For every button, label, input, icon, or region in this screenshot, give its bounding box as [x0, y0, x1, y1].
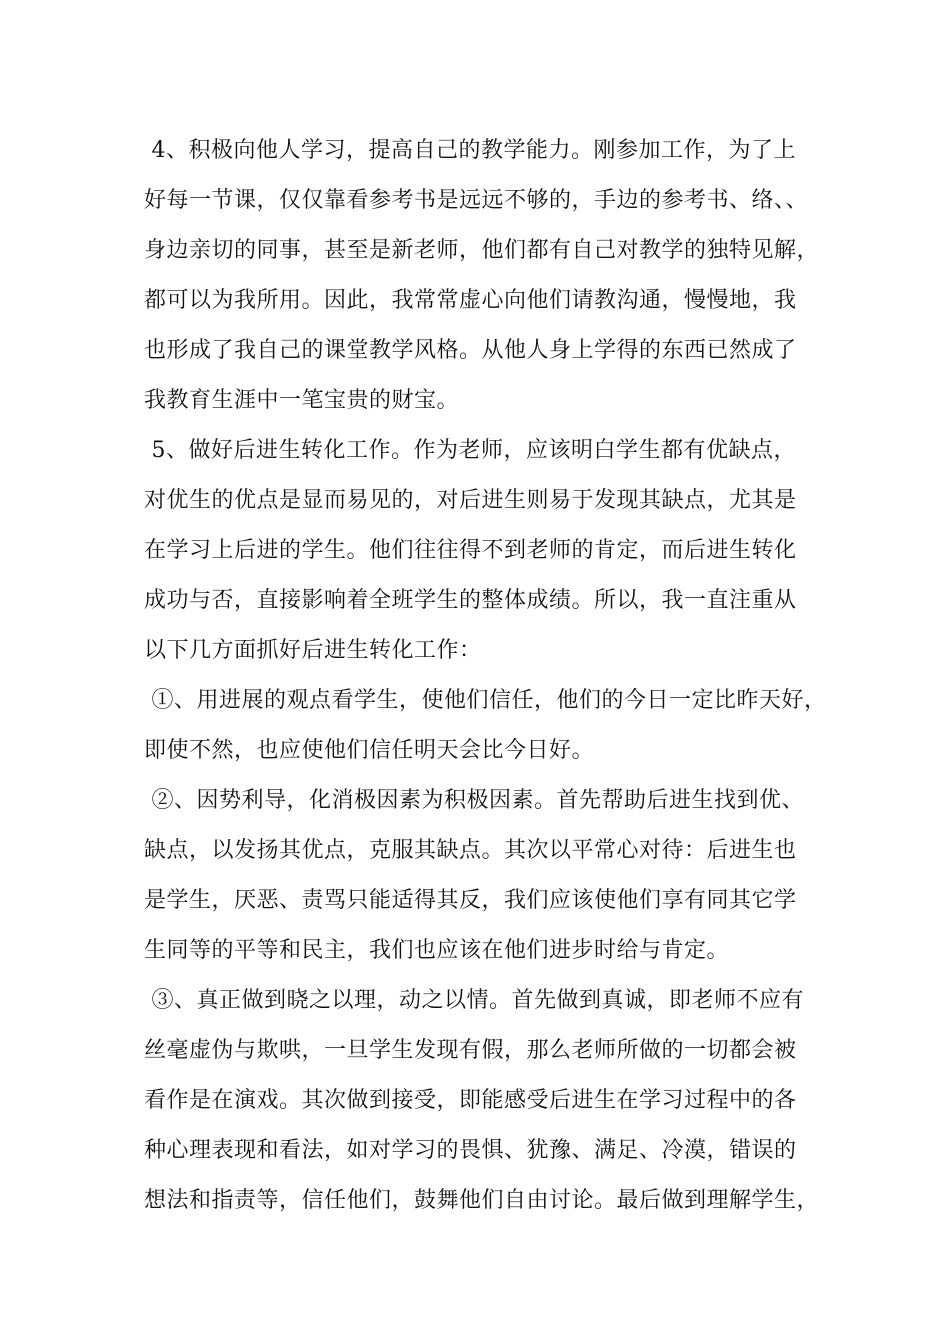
text-line: 即使不然，也应使他们信任明天会比今日好。 — [144, 738, 595, 763]
text-line: 4、积极向他人学习，提高自己的教学能力。刚参加工作，为了上 — [144, 138, 796, 163]
text-line: 成功与否，直接影响着全班学生的整体成绩。所以，我一直注重从 — [144, 588, 797, 613]
text-line: 在学习上后进的学生。他们往往得不到老师的肯定，而后进生转化 — [144, 538, 797, 563]
text-line: 种心理表现和看法，如对学习的畏惧、犹豫、满足、冷漠，错误的 — [144, 1138, 797, 1163]
text-line: ③、真正做到晓之以理，动之以情。首先做到真诚，即老师不应有 — [144, 988, 804, 1013]
text-line: 都可以为我所用。因此，我常常虚心向他们请教沟通，慢慢地，我 — [144, 288, 797, 313]
text-line: 以下几方面抓好后进生转化工作： — [144, 638, 482, 663]
text-line: 我教育生涯中一笔宝贵的财宝。 — [144, 388, 460, 413]
text-line: ①、用进展的观点看学生，使他们信任，他们的今日一定比昨天好， — [144, 688, 827, 713]
text-line: 缺点，以发扬其优点，克服其缺点。其次以平常心对待：后进生也 — [144, 838, 797, 863]
text-line: ②、因势利导，化消极因素为积极因素。首先帮助后进生找到优、 — [144, 788, 804, 813]
text-line: 生同等的平等和民主，我们也应该在他们进步时给与肯定。 — [144, 938, 730, 963]
text-line: 对优生的优点是显而易见的，对后进生则易于发现其缺点，尤其是 — [144, 488, 797, 513]
text-line: 看作是在演戏。其次做到接受，即能感受后进生在学习过程中的各 — [144, 1088, 797, 1113]
text-line: 是学生，厌恶、责骂只能适得其反，我们应该使他们享有同其它学 — [144, 888, 797, 913]
text-line: 也形成了我自己的课堂教学风格。从他人身上学得的东西已然成了 — [144, 338, 797, 363]
text-line: 5、做好后进生转化工作。作为老师，应该明白学生都有优缺点， — [144, 438, 796, 463]
text-line: 丝毫虚伪与欺哄，一旦学生发现有假，那么老师所做的一切都会被 — [144, 1038, 797, 1063]
text-line: 想法和指责等，信任他们，鼓舞他们自由讨论。最后做到理解学生， — [144, 1188, 820, 1213]
text-line: 身边亲切的同事，甚至是新老师，他们都有自己对教学的独特见解， — [144, 238, 820, 263]
text-line: 好每一节课，仅仅靠看参考书是远远不够的，手边的参考书、络、、 — [144, 188, 809, 213]
